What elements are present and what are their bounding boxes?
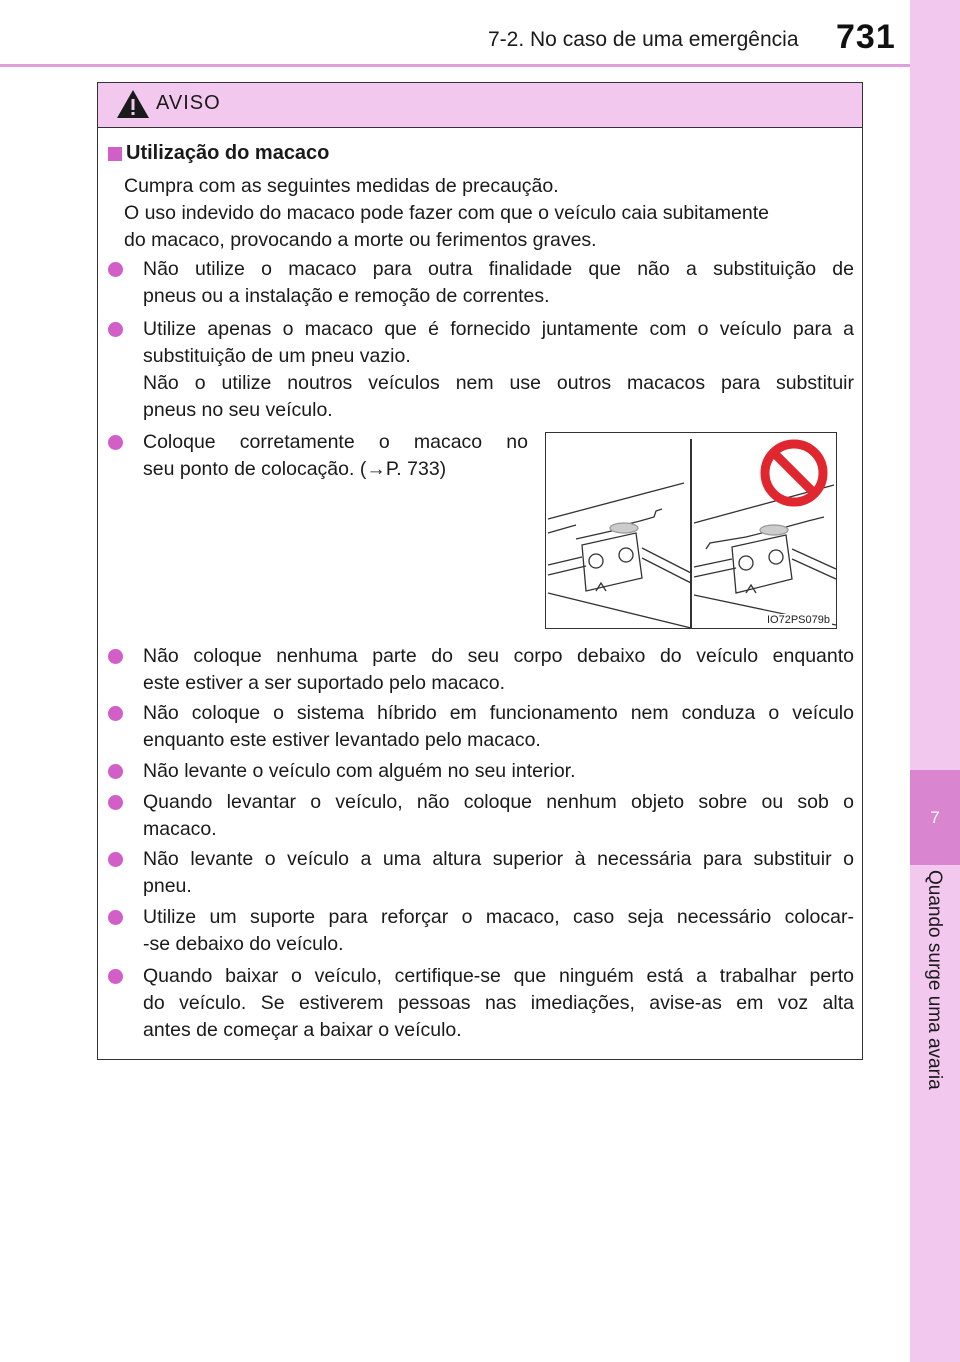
chapter-label: [911, 870, 959, 1130]
bullet-line: pneus ou a instalação e remoção de correntes.: [143, 285, 550, 307]
chapter-tab[interactable]: [910, 770, 960, 865]
page-number: 731: [836, 18, 896, 56]
bullet-line: este estiver a ser suportado pelo macaco.: [143, 672, 506, 694]
bullet-line: pneus no seu veículo.: [143, 399, 333, 421]
heading-square-icon: [108, 147, 122, 161]
bullet-dot-icon: [108, 262, 123, 277]
warning-title: AVISO: [156, 92, 221, 114]
intro-line: O uso indevido do macaco pode fazer com que o veículo caia subitamente: [124, 202, 769, 224]
bullet-line: Não coloque nenhuma parte do seu corpo debaixo do veículo enquanto: [143, 645, 854, 667]
figure-code: IO72PS079b: [767, 614, 830, 626]
bullet-text: [143, 758, 854, 785]
bullet-dot-icon: [108, 852, 123, 867]
jack-placement-drawing: [546, 433, 836, 628]
bullet-line: Utilize um suporte para reforçar o macaco, caso seja necessário colocar-: [143, 906, 854, 928]
bullet-text: [143, 789, 854, 843]
header-rule: [0, 64, 910, 67]
bullet-text: [143, 846, 854, 900]
bullet-line: enquanto este estiver levantado pelo macaco.: [143, 729, 541, 751]
bullet-line: Não o utilize noutros veículos nem use outros macacos para substituir: [143, 372, 854, 394]
bullet-line: substituição de um pneu vazio.: [143, 345, 411, 367]
bullet-line: Não utilize o macaco para outra finalidade que não a substituição de: [143, 258, 854, 280]
bullet-line: Quando baixar o veículo, certifique-se que ninguém está a trabalhar perto: [143, 965, 854, 987]
bullet-line: Utilize apenas o macaco que é fornecido juntamente com o veículo para a: [143, 318, 854, 340]
bullet-line: pneu.: [143, 875, 192, 897]
intro-paragraph: [124, 173, 854, 254]
warning-heading: Utilização do macaco: [126, 142, 330, 164]
bullet-dot-icon: [108, 795, 123, 810]
bullet-line: antes de começar a baixar o veículo.: [143, 1019, 462, 1041]
prohibition-icon: [765, 444, 823, 502]
side-tab: [910, 0, 960, 1362]
warning-header: [98, 83, 862, 128]
bullet-line: -se debaixo do veículo.: [143, 933, 344, 955]
bullet-line: Não levante o veículo a uma altura superior à necessária para substituir o: [143, 848, 854, 870]
bullet-dot-icon: [108, 435, 123, 450]
bullet-text: [143, 256, 854, 310]
bullet-line: seu ponto de colocação. (→P. 733): [143, 458, 447, 480]
bullet-text: [143, 963, 854, 1044]
section-title: 7-2. No caso de uma emergência: [488, 28, 799, 51]
bullet-text: [143, 700, 854, 754]
bullet-dot-icon: [108, 764, 123, 779]
intro-line: do macaco, provocando a morte ou ferimentos graves.: [124, 229, 597, 251]
bullet-dot-icon: [108, 322, 123, 337]
chapter-label-text: Quando surge uma avaria: [924, 870, 945, 1090]
bullet-line: do veículo. Se estiverem pessoas nas imediações, avise-as em voz alta: [143, 992, 854, 1014]
bullet-line: Quando levantar o veículo, não coloque nenhum objeto sobre ou sob o: [143, 791, 854, 813]
bullet-line: macaco.: [143, 818, 217, 840]
bullet-dot-icon: [108, 969, 123, 984]
chapter-number: 7: [930, 808, 940, 827]
bullet-text: [143, 904, 854, 958]
bullet-dot-icon: [108, 649, 123, 664]
intro-line: Cumpra com as seguintes medidas de precaução.: [124, 175, 559, 197]
jack-placement-illustration: [545, 432, 837, 629]
bullet-dot-icon: [108, 706, 123, 721]
bullet-dot-icon: [108, 910, 123, 925]
bullet-text: [143, 429, 528, 483]
bullet-line: Não levante o veículo com alguém no seu interior.: [143, 760, 576, 782]
bullet-line: Não coloque o sistema híbrido em funcionamento nem conduza o veículo: [143, 702, 854, 724]
warning-triangle-icon: [116, 89, 150, 119]
bullet-text: [143, 316, 854, 424]
bullet-text: [143, 643, 854, 697]
bullet-line: Coloque corretamente o macaco no: [143, 431, 528, 453]
